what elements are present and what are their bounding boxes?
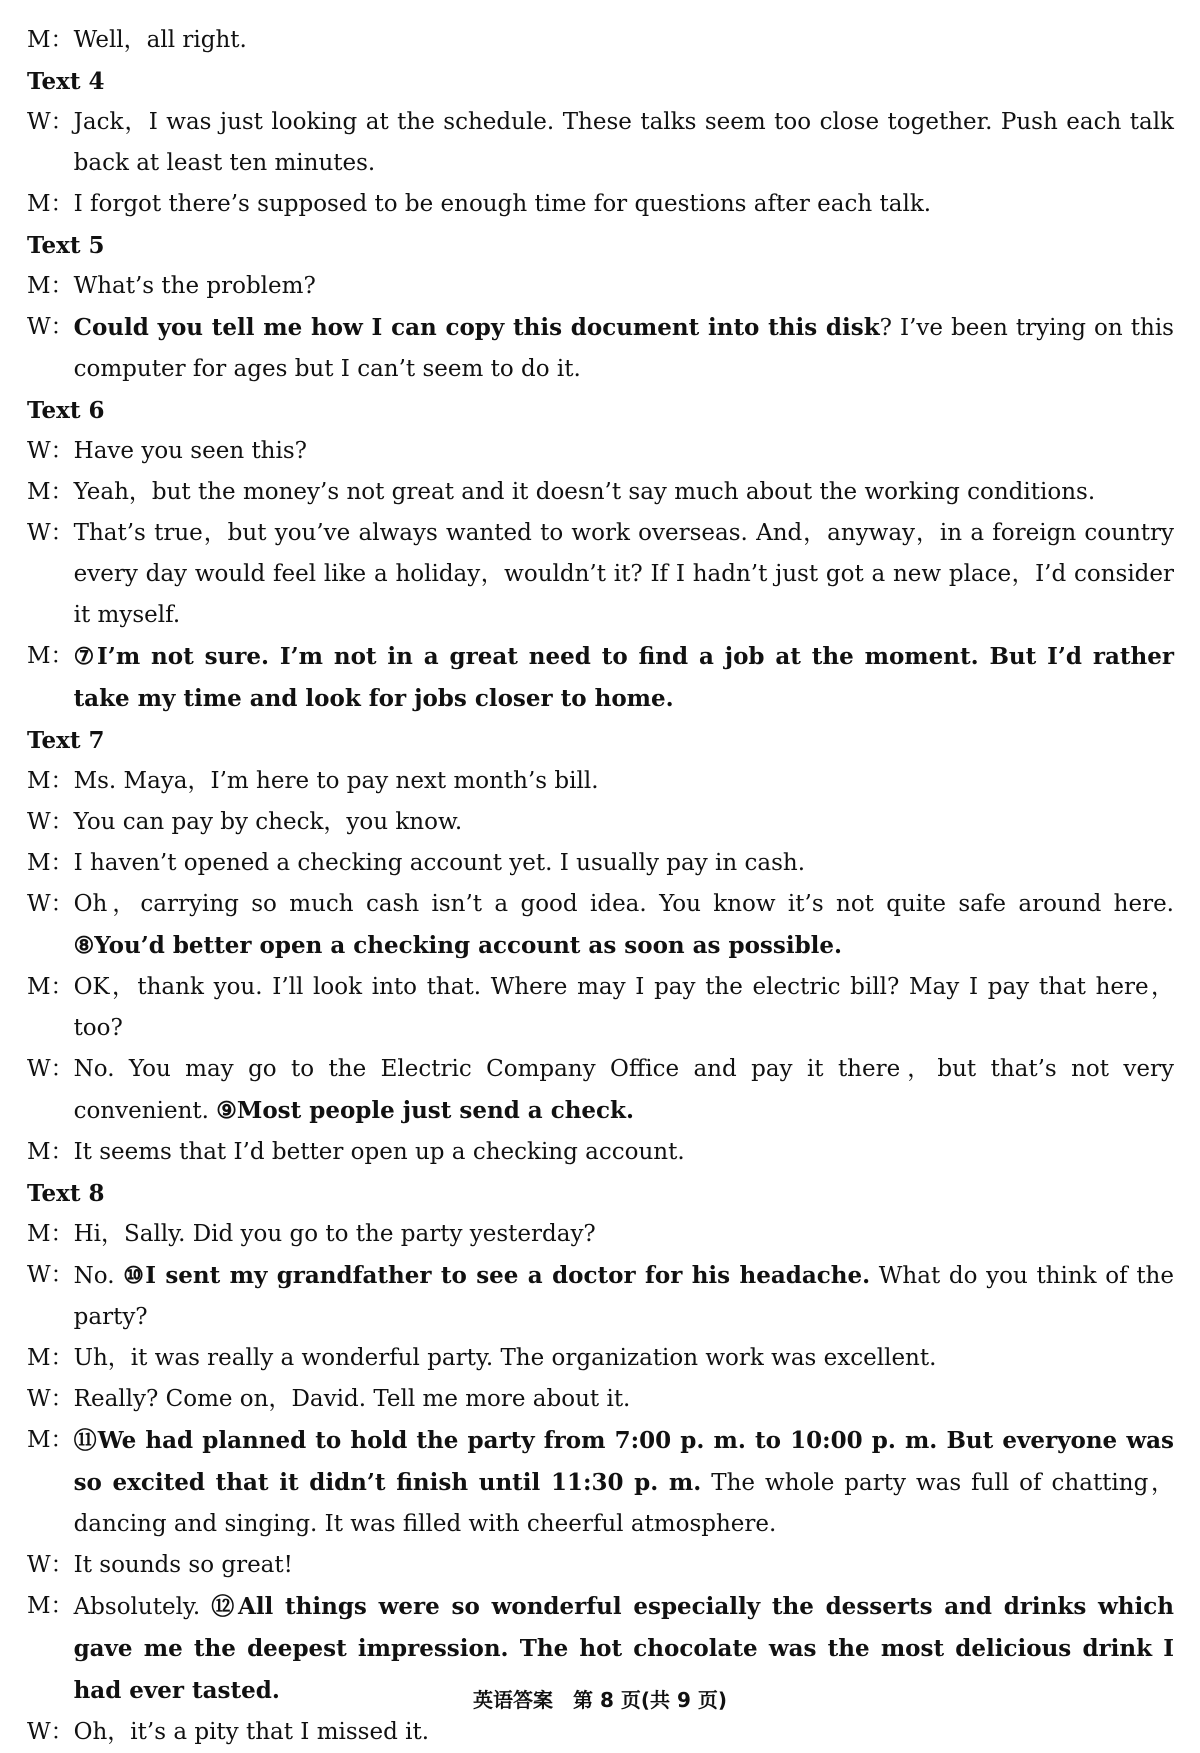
speaker-label: W： — [27, 314, 74, 340]
utterance-text — [74, 266, 1174, 307]
dialogue-turn — [27, 102, 1174, 184]
utterance-segment: That’s true，but you’ve always wanted to work overseas. And，anyway，in a foreign country every day would feel like a holiday，wouldn’t it? If I hadn’t just got a new place，I’d consider it myself. — [73, 520, 1174, 628]
section-heading: Text 6 — [27, 397, 105, 424]
speaker-label: W： — [27, 520, 74, 546]
utterance-text — [74, 1338, 1174, 1379]
utterance-segment: It sounds so great! — [73, 1552, 293, 1578]
dialogue-turn — [27, 307, 1174, 390]
section-heading: Text 8 — [27, 1180, 105, 1207]
speaker-label: M： — [27, 974, 74, 1000]
speaker-label: M： — [27, 27, 74, 53]
dialogue-turn — [27, 1132, 1174, 1173]
utterance-text — [74, 1049, 1174, 1132]
dialogue-turn — [27, 636, 1174, 720]
speaker-label: W： — [27, 891, 74, 917]
speaker-label: M： — [27, 1427, 74, 1453]
dialogue-turn — [27, 472, 1174, 513]
page-footer: 英语答案 第 8 页(共 9 页) — [473, 1688, 727, 1712]
utterance-segment: Have you seen this? — [73, 438, 307, 464]
utterance-segment: Absolutely. — [73, 1594, 212, 1620]
utterance-text — [74, 967, 1174, 1049]
utterance-text — [74, 636, 1174, 720]
utterance-segment: What do you think of the party? — [73, 1263, 1174, 1330]
utterance-segment: What’s the problem? — [73, 273, 316, 299]
dialogue-turn — [27, 1049, 1174, 1132]
utterance-segment: It seems that I’d better open up a checking account. — [73, 1139, 685, 1165]
dialogue-turn — [27, 266, 1174, 307]
dialogue-turn — [27, 1379, 1174, 1420]
speaker-label: W： — [27, 438, 74, 464]
speaker-label: M： — [27, 850, 74, 876]
dialogue-turn — [27, 802, 1174, 843]
dialogue-turn — [27, 20, 1174, 61]
speaker-label: W： — [27, 1719, 74, 1745]
speaker-label: W： — [27, 1386, 74, 1412]
dialogue-turn — [27, 761, 1174, 802]
dialogue-turn — [27, 967, 1174, 1049]
speaker-label: W： — [27, 109, 74, 135]
utterance-text — [74, 1420, 1174, 1545]
utterance-segment: Oh，it’s a pity that I missed it. — [73, 1719, 430, 1745]
utterance-text — [74, 1214, 1174, 1255]
utterance-text — [74, 102, 1174, 184]
key-answer-text: Could you tell me how I can copy this document into this disk — [73, 314, 880, 341]
speaker-label: M： — [27, 1139, 74, 1165]
speaker-label: W： — [27, 1552, 74, 1578]
speaker-label: M： — [27, 273, 74, 299]
speaker-label: W： — [27, 809, 74, 835]
utterance-text — [74, 843, 1174, 884]
dialogue-turn — [27, 184, 1174, 225]
key-answer-text: ⑫All things were so wonderful especially the desserts and drinks which gave me the deepest impression. The hot chocolate was the most delicious drink I had ever tasted. — [73, 1593, 1174, 1704]
speaker-label: M： — [27, 768, 74, 794]
dialogue-turn — [27, 843, 1174, 884]
utterance-text — [74, 1379, 1174, 1420]
utterance-segment: Uh，it was really a wonderful party. The organization work was excellent. — [73, 1345, 937, 1371]
utterance-text — [74, 761, 1174, 802]
utterance-segment: Jack，I was just looking at the schedule. These talks seem too close together. Push each talk back at least ten minutes. — [73, 109, 1174, 176]
utterance-segment: The whole party was full of chatting，dancing and singing. It was filled with cheerful atmosphere. — [73, 1470, 1174, 1537]
speaker-label: M： — [27, 1221, 74, 1247]
key-answer-text: ⑩I sent my grandfather to see a doctor for his headache. — [123, 1262, 871, 1289]
key-answer-text: ⑨Most people just send a check. — [216, 1097, 635, 1124]
dialogue-turn — [27, 1545, 1174, 1586]
key-answer-text: ⑦I’m not sure. I’m not in a great need to find a job at the moment. But I’d rather take my time and look for jobs closer to home. — [73, 643, 1174, 712]
utterance-segment: No. — [73, 1263, 124, 1289]
transcript-body — [27, 20, 1174, 1753]
utterance-segment: Ms. Maya，I’m here to pay next month’s bill. — [73, 768, 599, 794]
utterance-segment: I haven’t opened a checking account yet. I usually pay in cash. — [73, 850, 806, 876]
dialogue-turn — [27, 1420, 1174, 1545]
speaker-label: M： — [27, 479, 74, 505]
dialogue-turn — [27, 1255, 1174, 1338]
speaker-label: M： — [27, 1593, 74, 1619]
utterance-text — [74, 307, 1174, 390]
utterance-text — [74, 884, 1174, 967]
utterance-text — [74, 184, 1174, 225]
utterance-text — [74, 431, 1174, 472]
utterance-text — [74, 513, 1174, 636]
utterance-segment: Yeah，but the money’s not great and it doesn’t say much about the working conditions. — [73, 479, 1096, 505]
key-answer-text: ⑪We had planned to hold the party from 7:00 p. m. to 10:00 p. m. But everyone was so excited that it didn’t finish until 11:30 p. m. — [73, 1427, 1174, 1496]
utterance-segment: Really? Come on，David. Tell me more about it. — [73, 1386, 631, 1412]
utterance-text — [74, 1132, 1174, 1173]
utterance-segment: No. You may go to the Electric Company Office and pay it there，but that’s not very convenient. — [73, 1056, 1174, 1124]
utterance-text — [74, 1255, 1174, 1338]
utterance-text — [74, 472, 1174, 513]
dialogue-turn — [27, 431, 1174, 472]
dialogue-turn — [27, 1214, 1174, 1255]
section-heading: Text 5 — [27, 232, 105, 259]
key-answer-text: ⑧You’d better open a checking account as soon as possible. — [73, 932, 843, 959]
utterance-text — [74, 1712, 1174, 1753]
section-heading: Text 4 — [27, 68, 105, 95]
utterance-segment: OK，thank you. I’ll look into that. Where may I pay the electric bill? May I pay that here，too? — [73, 974, 1174, 1041]
utterance-segment: Hi，Sally. Did you go to the party yesterday? — [73, 1221, 596, 1247]
utterance-segment: Well，all right. — [73, 27, 247, 53]
utterance-text — [74, 20, 1174, 61]
utterance-text — [74, 802, 1174, 843]
dialogue-turn — [27, 1338, 1174, 1379]
section-heading: Text 7 — [27, 727, 105, 754]
speaker-label: W： — [27, 1262, 74, 1288]
speaker-label: M： — [27, 191, 74, 217]
speaker-label: M： — [27, 643, 74, 669]
dialogue-turn — [27, 1712, 1174, 1753]
dialogue-turn — [27, 513, 1174, 636]
utterance-segment: I forgot there’s supposed to be enough time for questions after each talk. — [73, 191, 932, 217]
utterance-segment: You can pay by check，you know. — [73, 809, 463, 835]
speaker-label: M： — [27, 1345, 74, 1371]
speaker-label: W： — [27, 1056, 74, 1082]
utterance-text — [74, 1545, 1174, 1586]
utterance-segment: Oh，carrying so much cash isn’t a good idea. You know it’s not quite safe around here. — [73, 891, 1174, 917]
dialogue-turn — [27, 884, 1174, 967]
utterance-segment: ? I’ve been trying on this computer for ages but I can’t seem to do it. — [73, 315, 1174, 382]
